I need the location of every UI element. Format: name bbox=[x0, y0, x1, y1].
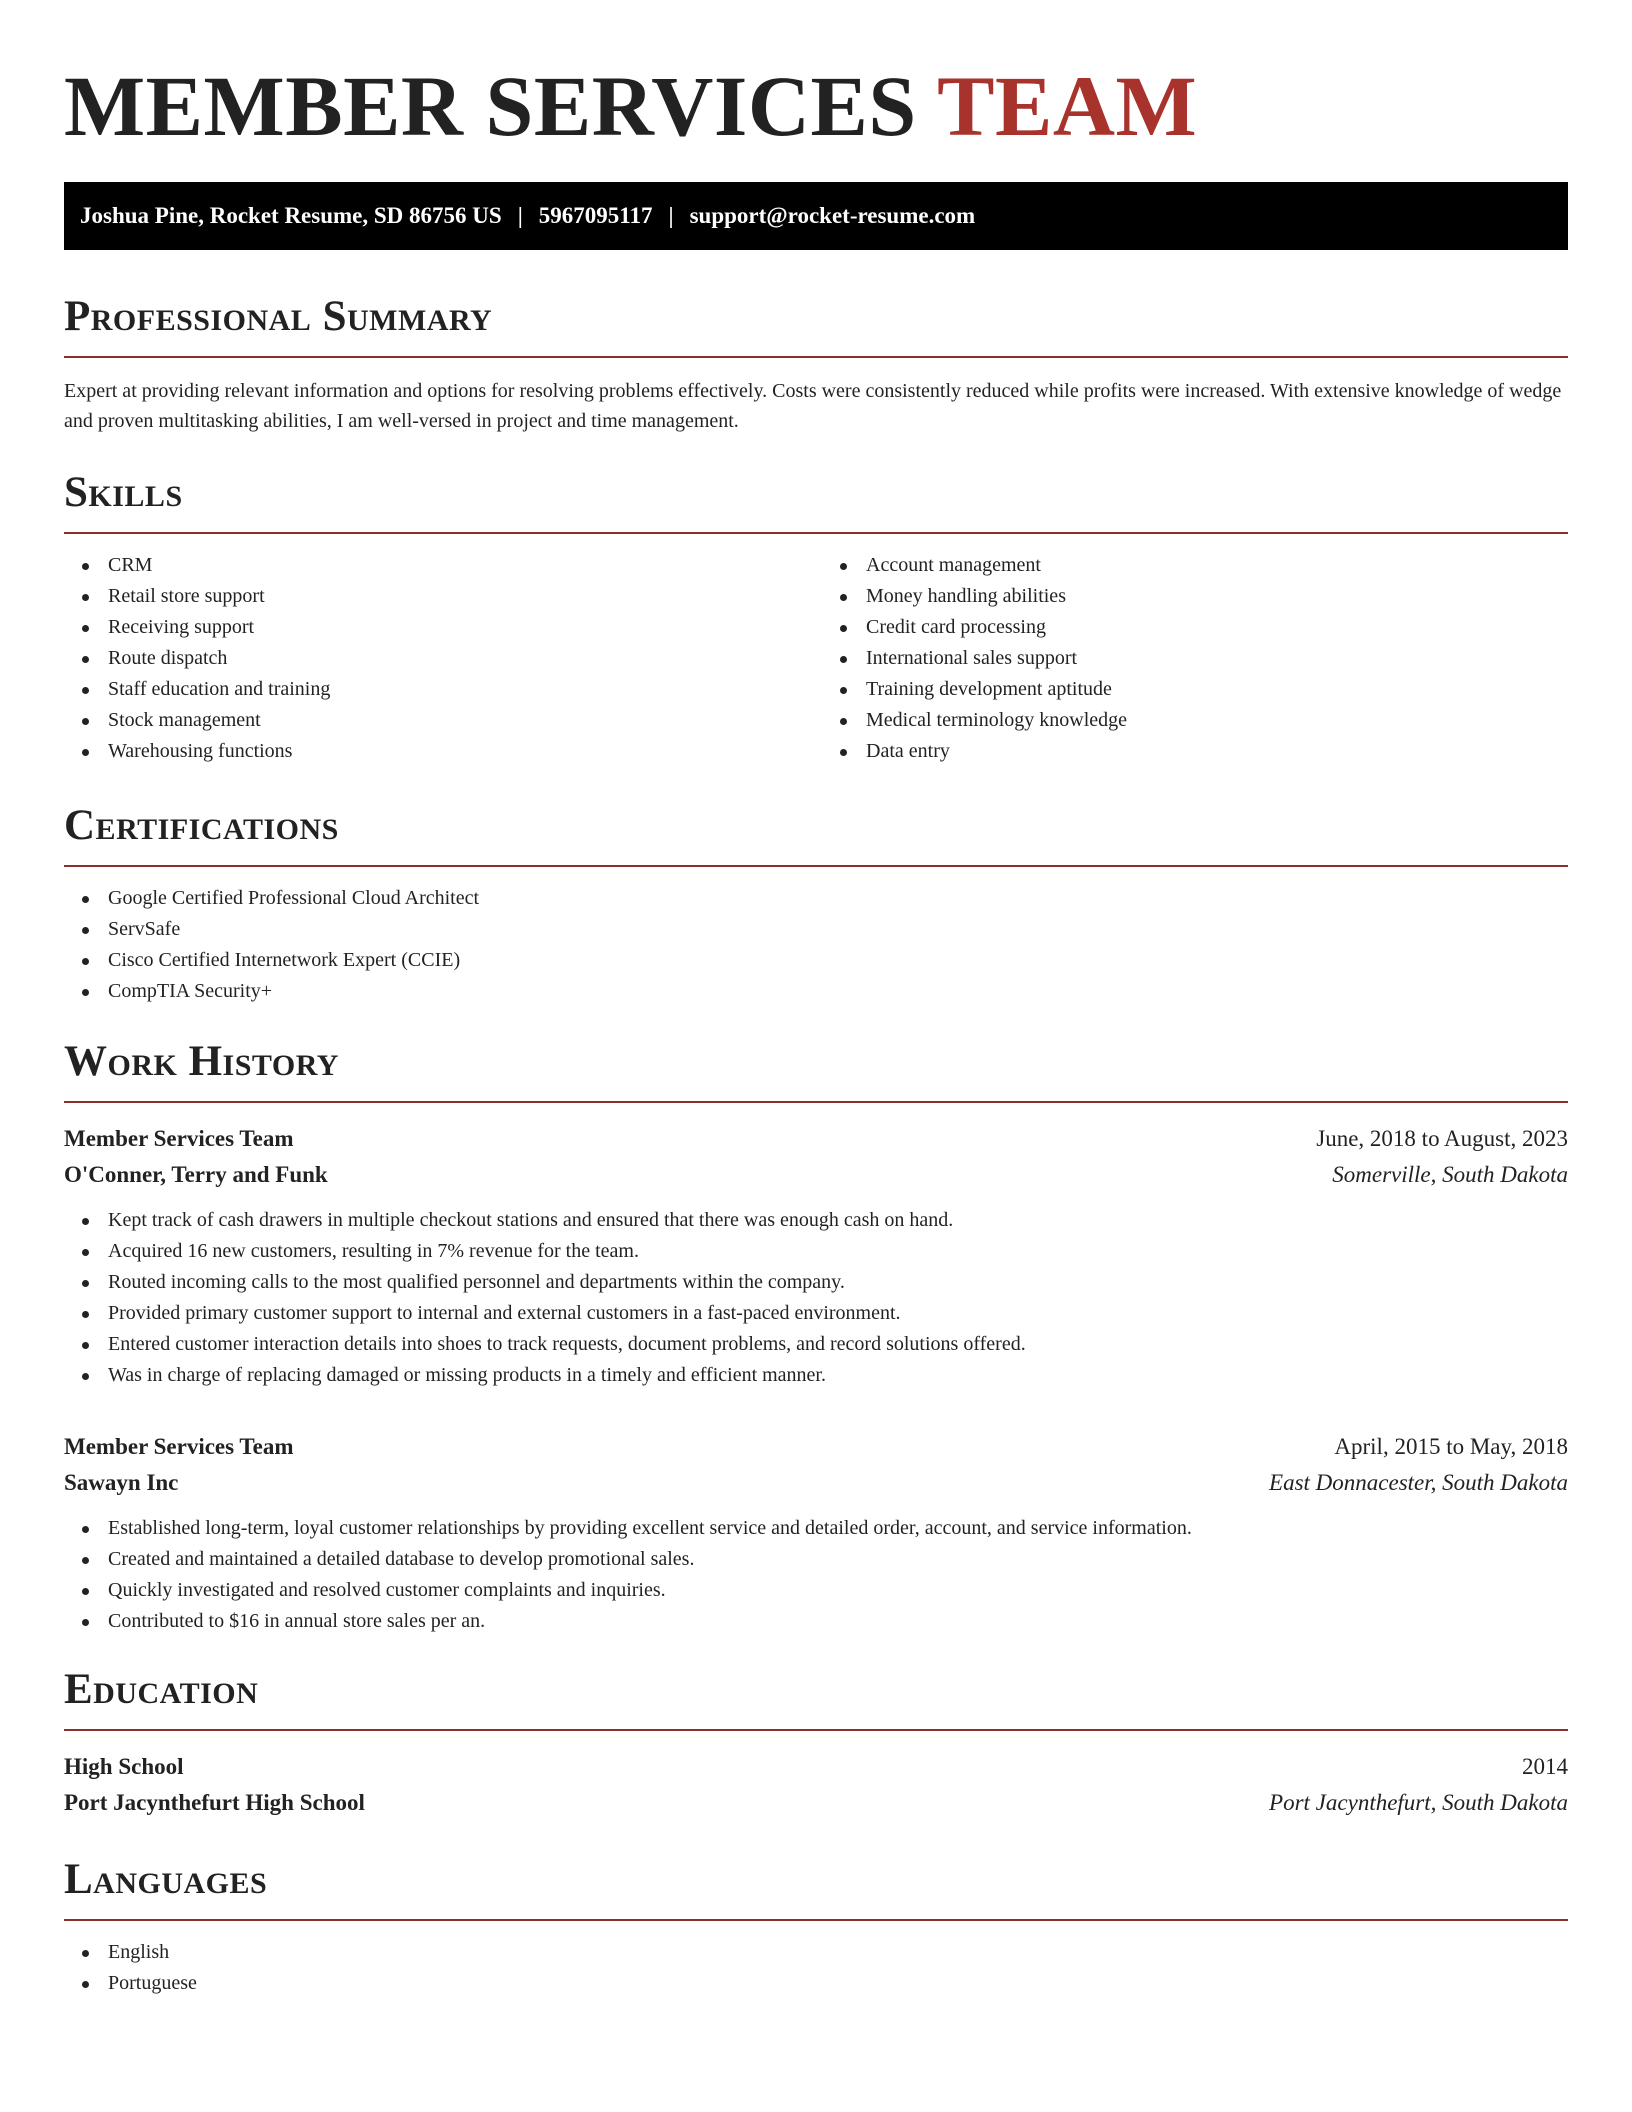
skill-item: Medical terminology knowledge bbox=[822, 705, 1568, 736]
job-location: East Donnacester, South Dakota bbox=[1269, 1470, 1568, 1495]
job-bullet: Was in charge of replacing damaged or missing products in a timely and efficient manner. bbox=[64, 1360, 1568, 1391]
skill-item: Stock management bbox=[64, 705, 810, 736]
skill-item: Credit card processing bbox=[822, 612, 1568, 643]
job-location: Somerville, South Dakota bbox=[1332, 1162, 1568, 1187]
language-item: Portuguese bbox=[64, 1968, 1568, 1999]
skills-section bbox=[64, 468, 1568, 767]
certification-item: Google Certified Professional Cloud Architect bbox=[64, 883, 1568, 914]
work-history-section bbox=[64, 1037, 1568, 1637]
skill-item: Retail store support bbox=[64, 581, 810, 612]
contact-bar bbox=[64, 182, 1568, 250]
section-divider bbox=[64, 865, 1568, 867]
skill-item: International sales support bbox=[822, 643, 1568, 674]
job-header-row bbox=[64, 1429, 1568, 1465]
job-dates: April, 2015 to May, 2018 bbox=[1334, 1434, 1568, 1459]
education-entry bbox=[64, 1749, 1568, 1821]
education-degree: High School bbox=[64, 1754, 184, 1779]
skill-item: Route dispatch bbox=[64, 643, 810, 674]
job-company-row bbox=[64, 1157, 1568, 1193]
job-role: Member Services Team bbox=[64, 1434, 294, 1459]
skill-item: Training development aptitude bbox=[822, 674, 1568, 705]
language-item: English bbox=[64, 1937, 1568, 1968]
skills-title: Skills bbox=[64, 469, 183, 516]
education-title: Education bbox=[64, 1666, 259, 1713]
skills-list-left bbox=[64, 550, 810, 767]
job-company-row bbox=[64, 1465, 1568, 1501]
job-company: Sawayn Inc bbox=[64, 1470, 179, 1495]
certification-item: CompTIA Security+ bbox=[64, 976, 1568, 1007]
job-role: Member Services Team bbox=[64, 1126, 294, 1151]
contact-separator: | bbox=[517, 203, 523, 228]
job-header-row bbox=[64, 1121, 1568, 1157]
job-bullet: Entered customer interaction details into shoes to track requests, document problems, and record solutions offered. bbox=[64, 1329, 1568, 1360]
certification-item: ServSafe bbox=[64, 914, 1568, 945]
contact-phone: 5967095117 bbox=[538, 203, 653, 228]
job-bullet: Kept track of cash drawers in multiple checkout stations and ensured that there was enough cash on hand. bbox=[64, 1205, 1568, 1236]
skill-item: Staff education and training bbox=[64, 674, 810, 705]
contact-separator: | bbox=[668, 203, 674, 228]
resume-name-heading bbox=[64, 56, 1568, 156]
name-accent: TEAM bbox=[937, 58, 1198, 154]
certifications-title: Certifications bbox=[64, 802, 339, 849]
languages-title: Languages bbox=[64, 1856, 268, 1903]
job-bullet: Acquired 16 new customers, resulting in 7% revenue for the team. bbox=[64, 1236, 1568, 1267]
job-bullet: Quickly investigated and resolved customer complaints and inquiries. bbox=[64, 1575, 1568, 1606]
languages-list bbox=[64, 1937, 1568, 1999]
contact-email: support@rocket-resume.com bbox=[689, 203, 976, 228]
education-school: Port Jacynthefurt High School bbox=[64, 1790, 365, 1815]
skill-item: Account management bbox=[822, 550, 1568, 581]
section-divider bbox=[64, 1101, 1568, 1103]
certification-item: Cisco Certified Internetwork Expert (CCIE) bbox=[64, 945, 1568, 976]
section-divider bbox=[64, 356, 1568, 358]
skill-item: CRM bbox=[64, 550, 810, 581]
job-bullet: Established long-term, loyal customer relationships by providing excellent service and detailed order, account, and service information. bbox=[64, 1513, 1568, 1544]
skill-item: Receiving support bbox=[64, 612, 810, 643]
summary-section bbox=[64, 292, 1568, 436]
education-year: 2014 bbox=[1522, 1754, 1568, 1779]
skills-list-right bbox=[810, 550, 1568, 767]
summary-text: Expert at providing relevant information and options for resolving problems effectively. Costs were consistently reduced while profits were increased. With extensive knowledge of wedge and proven multitasking abilities, I am well-versed in project and time management. bbox=[64, 380, 1562, 432]
skills-columns bbox=[64, 534, 1568, 767]
contact-address: Joshua Pine, Rocket Resume, SD 86756 US bbox=[80, 203, 502, 228]
job-company: O'Conner, Terry and Funk bbox=[64, 1162, 328, 1187]
job-bullets bbox=[64, 1205, 1568, 1391]
education-school-row bbox=[64, 1785, 1568, 1821]
job-bullet: Contributed to $16 in annual store sales per an. bbox=[64, 1606, 1568, 1637]
work-history-title: Work History bbox=[64, 1038, 339, 1085]
education-header-row bbox=[64, 1749, 1568, 1785]
job-bullet: Created and maintained a detailed database to develop promotional sales. bbox=[64, 1544, 1568, 1575]
skill-item: Data entry bbox=[822, 736, 1568, 767]
job-bullet: Routed incoming calls to the most qualified personnel and departments within the company. bbox=[64, 1267, 1568, 1298]
job-bullet: Provided primary customer support to internal and external customers in a fast-paced environment. bbox=[64, 1298, 1568, 1329]
certifications-list bbox=[64, 883, 1568, 1007]
section-divider bbox=[64, 1919, 1568, 1921]
job-entry bbox=[64, 1121, 1568, 1391]
certifications-section bbox=[64, 801, 1568, 1007]
name-main: MEMBER SERVICES bbox=[64, 58, 917, 154]
skill-item: Warehousing functions bbox=[64, 736, 810, 767]
education-section bbox=[64, 1665, 1568, 1821]
job-dates: June, 2018 to August, 2023 bbox=[1316, 1126, 1568, 1151]
skill-item: Money handling abilities bbox=[822, 581, 1568, 612]
languages-section bbox=[64, 1855, 1568, 1999]
section-divider bbox=[64, 1729, 1568, 1731]
education-location: Port Jacynthefurt, South Dakota bbox=[1269, 1790, 1568, 1815]
job-bullets bbox=[64, 1513, 1568, 1637]
summary-title: Professional Summary bbox=[64, 293, 493, 340]
job-entry bbox=[64, 1429, 1568, 1637]
